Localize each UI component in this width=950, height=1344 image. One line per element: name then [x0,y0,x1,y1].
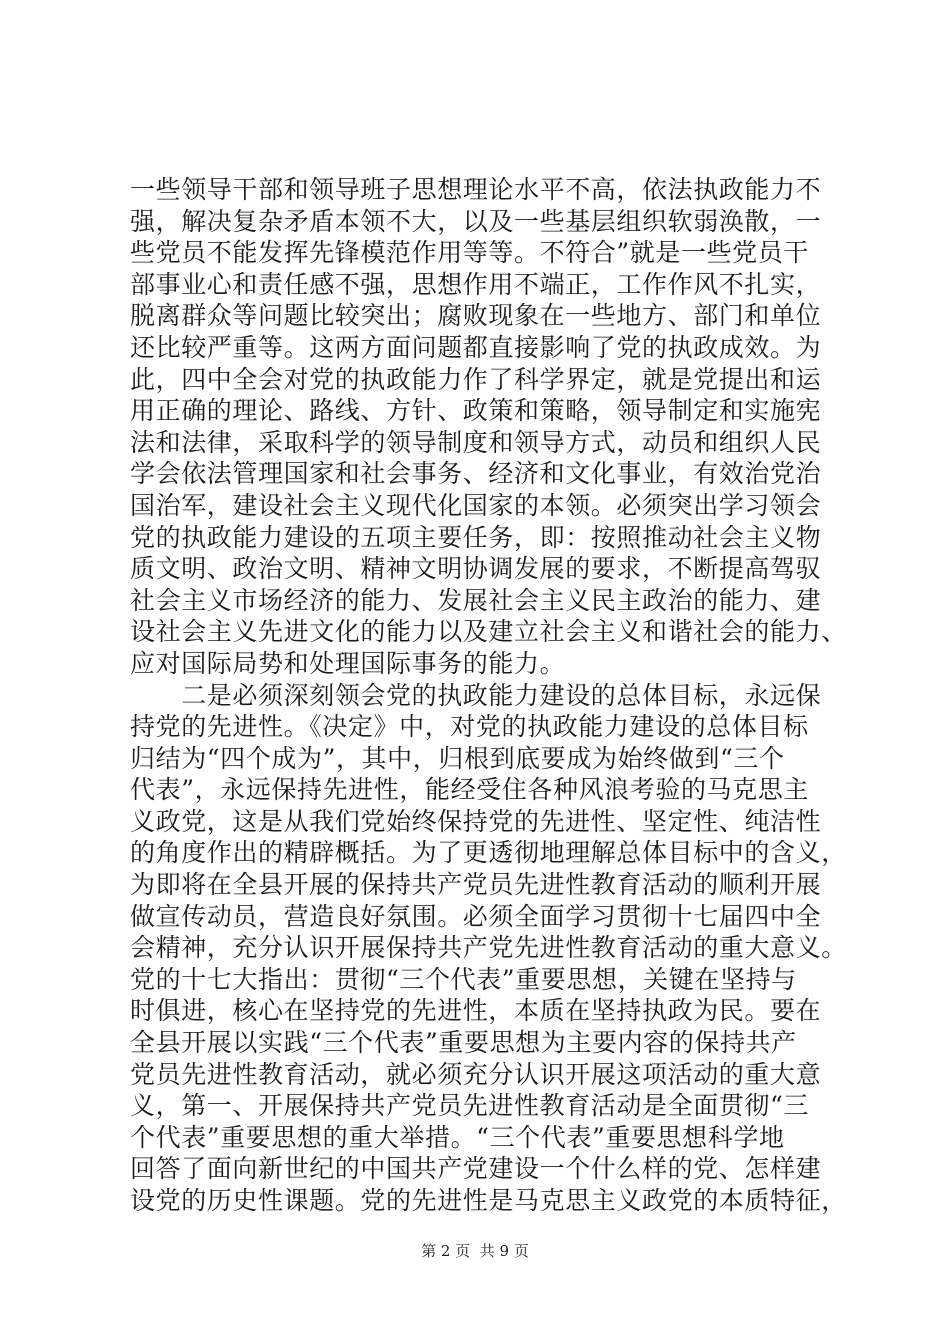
text-line: 国治军，建设社会主义现代化国家的本领。必须突出学习领会 [130,490,822,520]
text-line: 学会依法管理国家和社会事务、经济和文化事业，有效治党治 [130,459,822,489]
text-line: 一些领导干部和领导班子思想理论水平不高，依法执政能力不 [130,175,822,204]
text-line: 质文明、政治文明、精神文明协调发展的要求，不断提高驾驭 [130,554,822,584]
text-line: 设党的历史性课题。党的先进性是马克思主义政党的本质特征， [130,1186,847,1215]
text-line: 此，四中全会对党的执政能力作了科学界定，就是党提出和运 [130,364,822,394]
text-line: 做宣传动员，营造良好氛围。必须全面学习贯彻十七届四中全 [130,901,822,931]
text-line: 强，解决复杂矛盾本领不大，以及一些基层组织软弱涣散，一 [130,206,822,236]
text-line: 脱离群众等问题比较突出；腐败现象在一些地方、部门和单位 [130,301,822,331]
text-line: 些党员不能发挥先锋模范作用等等。不符合”就是一些党员干 [130,238,809,268]
text-line: 为即将在全县开展的保持共产党员先进性教育活动的顺利开展 [130,870,822,900]
text-line: 应对国际局势和处理国际事务的能力。 [130,648,566,678]
text-line: 义政党，这是从我们党始终保持党的先进性、坚定性、纯洁性 [130,806,822,836]
text-line: 党的执政能力建设的五项主要任务，即：按照推动社会主义物 [130,522,822,552]
text-line: 法和法律，采取科学的领导制度和领导方式，动员和组织人民 [130,427,822,457]
text-line: 二是必须深刻领会党的执政能力建设的总体目标，永远保 [130,680,822,710]
text-line: 党员先进性教育活动，就必须充分认识开展这项活动的重大意 [130,1059,822,1089]
text-line: 部事业心和责任感不强，思想作用不端正，工作作风不扎实， [130,269,822,299]
text-line: 会精神，充分认识开展保持共产党先进性教育活动的重大意义。 [130,933,847,963]
text-line: 义，第一、开展保持共产党员先进性教育活动是全面贯彻“三 [130,1091,809,1121]
text-line: 时俱进，核心在坚持党的先进性，本质在坚持执政为民。要在 [130,996,822,1026]
text-line: 归结为“四个成为”，其中，归根到底要成为始终做到“三个 [130,743,785,773]
text-line: 回答了面向新世纪的中国共产党建设一个什么样的党、怎样建 [130,1154,822,1184]
text-line: 个代表”重要思想的重大举措。“三个代表”重要思想科学地 [130,1122,785,1152]
text-line: 代表”，永远保持先进性，能经受住各种风浪考验的马克思主 [130,775,809,805]
text-line: 全县开展以实践“三个代表”重要思想为主要内容的保持共产 [130,1028,797,1058]
text-line: 用正确的理论、路线、方针、政策和策略，领导制定和实施宪 [130,396,822,426]
text-line: 党的十七大指出：贯彻“三个代表”重要思想，关键在坚持与 [130,964,797,994]
text-line: 社会主义市场经济的能力、发展社会主义民主政治的能力、建 [130,585,822,615]
text-line: 持党的先进性。《决定》中，对党的执政能力建设的总体目标 [130,712,809,742]
page-number-footer: 第 2 页 共 9 页 [421,1242,529,1260]
text-line: 设社会主义先进文化的能力以及建立社会主义和谐社会的能力、 [130,617,847,647]
text-line: 的角度作出的精辟概括。为了更透彻地理解总体目标中的含义， [130,838,847,868]
body-text [130,174,847,1217]
text-line: 还比较严重等。这两方面问题都直接影响了党的执政成效。为 [130,332,822,362]
